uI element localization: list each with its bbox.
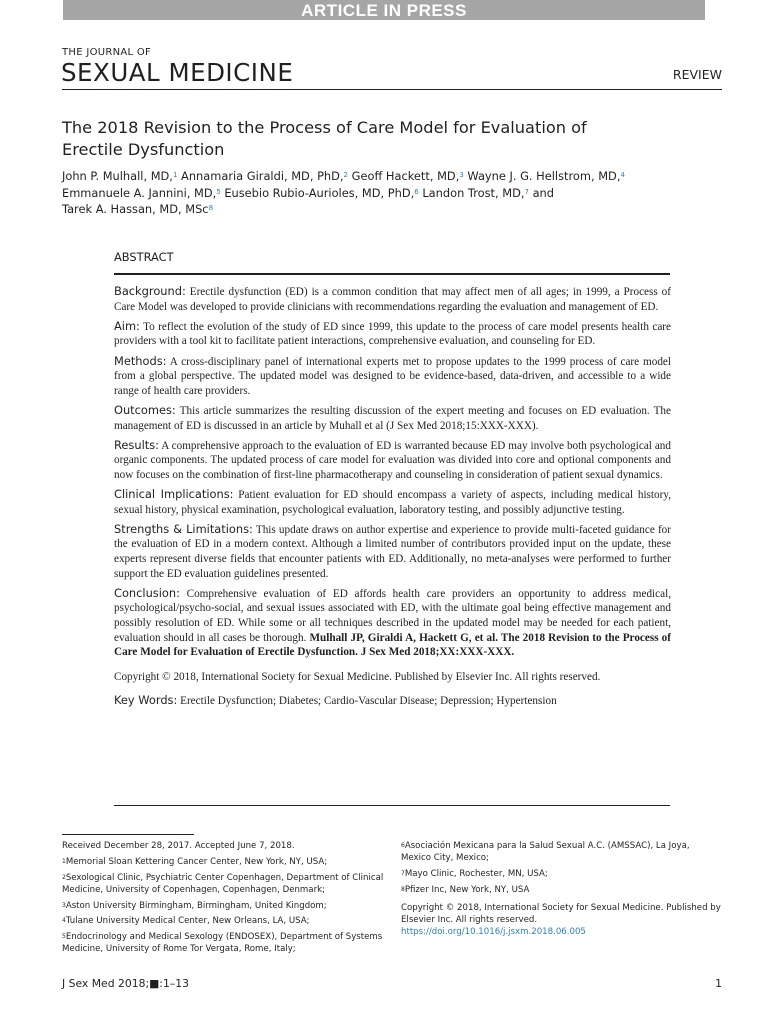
abstract-strengths-limitations — [114, 522, 671, 581]
authors-conjunction: and — [532, 185, 554, 200]
copyright-note — [401, 902, 721, 939]
section-label: Results: — [114, 437, 159, 452]
abstract-top-rule — [114, 273, 670, 275]
affiliation-link[interactable]: 7 — [524, 187, 529, 196]
section-label: REVIEW — [672, 67, 722, 82]
abstract-bottom-rule — [114, 805, 670, 806]
footnote-number: 3 — [62, 901, 66, 909]
footnote-number: 5 — [62, 933, 66, 941]
author-name: John P. Mulhall, MD, — [62, 169, 173, 183]
abstract-background — [114, 284, 671, 314]
footnote-text: Pfizer Inc, New York, NY, USA — [404, 884, 530, 895]
section-label: Methods: — [114, 353, 167, 368]
footnote-text: Memorial Sloan Kettering Cancer Center, New York, NY, USA; — [65, 856, 328, 867]
author-list — [62, 168, 722, 218]
header-divider — [62, 89, 722, 90]
section-text: This article summarizes the resulting discussion of the expert meeting and focuses on ED evaluation. The management of ED is discussed in an article by Muhall et al (J Sex Med 2018;15:XXX-XXX). — [114, 404, 671, 432]
author-name: Annamaria Giraldi, MD, PhD, — [181, 169, 344, 183]
footnotes-right-column — [401, 840, 721, 942]
section-label: Clinical Implications: — [114, 487, 234, 502]
affiliation-link[interactable]: 4 — [620, 171, 625, 179]
abstract-heading: ABSTRACT — [114, 250, 174, 264]
author-name: Landon Trost, MD, — [422, 185, 525, 200]
author-name: Eusebio Rubio-Aurioles, MD, PhD, — [224, 185, 415, 200]
abstract-clinical-implications — [114, 487, 671, 517]
affiliation-link[interactable]: 8 — [208, 204, 214, 212]
footnote-number: 2 — [62, 873, 66, 881]
affiliation-footnote — [401, 868, 721, 880]
abstract-conclusion — [114, 586, 671, 660]
abstract-methods — [114, 354, 671, 399]
doi-link[interactable]: https://doi.org/10.1016/j.jsxm.2018.06.005 — [401, 927, 586, 938]
section-label: Aim: — [114, 318, 140, 333]
affiliation-footnote — [62, 856, 392, 868]
section-text: A cross-disciplinary panel of international experts met to propose updates to the 1999 process of care model from a global perspective. The updated model was designed to be evidence-based, data-driven, and accessible to a wide range of health care providers. — [114, 355, 671, 397]
footnote-divider — [62, 834, 194, 835]
abstract-results — [114, 438, 671, 483]
footnote-text: Endocrinology and Medical Sexology (ENDOSEX), Department of Systems Medicine, University of Rome Tor Vergata, Rome, Italy; — [62, 932, 383, 955]
affiliation-footnote — [401, 884, 721, 896]
journal-name-prefix: THE JOURNAL OF — [62, 47, 152, 58]
keywords-text: Erectile Dysfunction; Diabetes; Cardio-Vascular Disease; Depression; Hypertension — [180, 695, 557, 708]
article-in-press-banner: ARTICLE IN PRESS — [63, 0, 705, 20]
affiliation-footnote — [62, 900, 392, 912]
citation-text: Mulhall JP, Giraldi A, Hackett G, et al. The 2018 Revision to the Process of Care Model for Evaluation of Erectile Dysfunction. J Sex Med 2018;XX:XXX-XXX. — [114, 631, 671, 659]
page-number: 1 — [715, 977, 722, 990]
section-label: Strengths & Limitations: — [114, 521, 253, 536]
affiliation-link[interactable]: 5 — [216, 187, 221, 196]
section-text: Erectile dysfunction (ED) is a common condition that may affect men of all ages; in 1999, a Process of Care Model was developed to provide clinicians with recommendations regarding the evaluation and management of ED. — [114, 286, 672, 313]
affiliation-footnote — [62, 915, 392, 927]
footnote-number: 6 — [401, 842, 405, 849]
footnote-number: 7 — [401, 870, 405, 877]
journal-name: SEXUAL MEDICINE — [61, 58, 294, 87]
author-name: Wayne J. G. Hellstrom, MD, — [467, 169, 621, 183]
section-text: A comprehensive approach to the evaluation of ED is warranted because ED may involve both psychological and organic components. The updated process of care model for evaluation was divided into core and optional components and now focuses on the combination of first-line pharmacotherapy and counseling in consideration of patient sexual dynamics. — [114, 439, 671, 481]
received-date-note — [62, 840, 392, 852]
section-text: Comprehensive evaluation of ED affords health care providers an opportunity to address medical, psychological/psycho-social, and sexual issues associated with ED, with the ultimate goal being effective management and possibly resolution of ED. While some or all techniques described in the updated model may be needed for each patient, evaluation should in all cases be thorough. — [114, 587, 671, 644]
abstract-aim — [114, 319, 671, 349]
affiliation-footnote — [401, 840, 721, 864]
affiliation-link[interactable]: 2 — [343, 171, 349, 179]
affiliation-footnote — [62, 931, 392, 955]
keywords — [114, 693, 671, 709]
footnote-number: 8 — [401, 885, 405, 893]
article-title: The 2018 Revision to the Process of Care Model for Evaluation of Erectile Dysfunction — [62, 118, 587, 159]
author-name: Geoff Hackett, MD, — [351, 169, 460, 183]
footnote-number: 4 — [62, 917, 66, 925]
footer-citation: J Sex Med 2018;■:1–13 — [62, 977, 189, 990]
affiliation-link[interactable]: 1 — [172, 171, 178, 179]
footnote-text: Tulane University Medical Center, New Orleans, LA, USA; — [65, 916, 310, 927]
section-text: Patient evaluation for ED should encompass a variety of aspects, including medical history, sexual history, physical examination, psychological evaluation, laboratory testing, and possibly adjunctive testing. — [114, 489, 671, 516]
section-label: Background: — [114, 284, 186, 298]
affiliation-link[interactable]: 3 — [459, 171, 464, 179]
abstract-outcomes — [114, 403, 671, 433]
affiliation-footnote — [62, 872, 392, 896]
footnote-text: Copyright © 2018, International Society for Sexual Medicine. Published by Elsevier Inc. All rights reserved. — [401, 903, 721, 926]
footnote-number: 1 — [62, 857, 66, 865]
footnote-text: Aston University Birmingham, Birmingham, United Kingdom; — [65, 900, 327, 911]
affiliation-link[interactable]: 6 — [414, 187, 419, 196]
footnote-text: Asociación Mexicana para la Salud Sexual A.C. (AMSSAC), La Joya, Mexico City, Mexico; — [401, 841, 690, 864]
abstract-body — [114, 284, 671, 714]
section-text: To reflect the evolution of the study of ED since 1999, this update to the process of care model presents health care providers with a tool kit to facilitate patient interactions, comprehensive evaluation, and counseling for ED. — [114, 320, 671, 348]
section-text: This update draws on author expertise and experience to provide multi-faceted guidance for the evaluation of ED in a modern context. Although a limited number of contributors provided input on the update, these experts represent diverse fields that encounter patients with ED. Additionally, no meta-analyses were performed to further support the ED evaluation guidelines presented. — [114, 523, 671, 580]
section-label: Conclusion: — [114, 585, 180, 600]
footnote-text: Sexological Clinic, Psychiatric Center Copenhagen, Department of Clinical Medicine, University of Copenhagen, Copenhagen, Denmark; — [62, 872, 384, 895]
footnote-text: Mayo Clinic, Rochester, MN, USA; — [404, 869, 548, 879]
footnotes-left-column — [62, 840, 392, 959]
author-name: Emmanuele A. Jannini, MD, — [62, 185, 217, 200]
author-name: Tarek A. Hassan, MD, MSc — [62, 202, 209, 216]
footnote-text: Received December 28, 2017. Accepted June 7, 2018. — [62, 841, 295, 851]
keywords-label: Key Words: — [114, 693, 178, 708]
section-label: Outcomes: — [114, 402, 176, 417]
abstract-copyright: Copyright © 2018, International Society for Sexual Medicine. Published by Elsevier Inc. All rights reserved. — [114, 670, 601, 683]
